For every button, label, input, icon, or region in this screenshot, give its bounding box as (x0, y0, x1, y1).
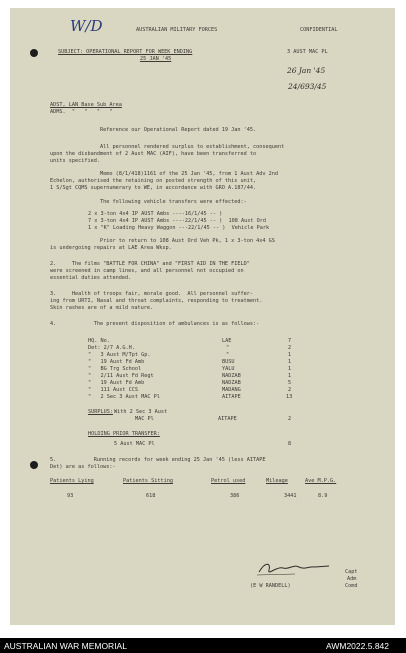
list-item-count: 13 (286, 394, 293, 400)
paragraph-line: 3. Health of troops fair, morale good. All personnel suffer- (50, 291, 254, 297)
table-header: Petrol used (211, 478, 246, 484)
paragraph-line: Echelon, authorised the retaining on posted strength of this unit, (50, 178, 257, 184)
handwritten-signature (255, 558, 335, 578)
list-item-unit: " 19 Aust Fd Amb (88, 380, 145, 386)
surplus-place: AITAPE (218, 416, 237, 422)
archive-footer (0, 638, 406, 653)
list-item-place: YALU (222, 366, 235, 372)
reference-paragraph: Reference our Operational Report dated 19 Jan '45. (100, 127, 257, 133)
paragraph-line: Det) are as follows:- (50, 464, 116, 470)
paragraph-line: 1 S/Sgt CQMS supernumerary to WE, in accordance with GRO A.187/44. (50, 185, 257, 191)
paragraph-line: 4. The present disposition of ambulances is as follows:- (50, 321, 260, 327)
paragraph-line: Prior to return to 108 Aust Ord Veh Pk, 1 x 3-ton 4x4 GS (100, 238, 275, 244)
paragraph-line: 5. Running records for week ending 25 Jan '45 (less AITAPE (50, 457, 266, 463)
vehicle-transfer-line: 2 x 3-ton 4x4 IP AUST Ambs ----16/1/45 -- ) (88, 211, 223, 217)
list-item-unit: " 3 Aust M/Tpt Gp. (88, 352, 151, 358)
table-cell: 3441 (284, 493, 297, 499)
list-item-count: 2 (288, 387, 292, 393)
paragraph-line: were screened in camp lines, and all personnel not occupied on (50, 268, 244, 274)
paragraph-line: All personnel rendered surplus to establishment, consequent (100, 144, 285, 150)
paragraph-line: ing from URTI, Nasal and throat complaints, responding to treatment. (50, 298, 263, 304)
list-item-unit: " 111 Aust CCS (88, 387, 138, 393)
list-item-place: " (226, 345, 230, 351)
list-item-count: 1 (288, 366, 292, 372)
report-subject-date: 25 JAN '45 (140, 56, 172, 62)
vehicle-intro: The following vehicle transfers were effected:- (100, 199, 247, 205)
classification-header: AUSTRALIAN MILITARY FORCES (136, 27, 218, 33)
list-item-place: BUSU (222, 359, 235, 365)
list-item-count: 1 (288, 352, 292, 358)
surplus-heading: SURPLUS: (88, 409, 113, 415)
archive-reference: AWM2022.5.842 (326, 641, 389, 651)
list-item-unit: Det: 2/7 A.G.H. (88, 345, 135, 351)
list-item-place: NADZAB (222, 380, 241, 386)
vehicle-transfer-line: 7 x 3-ton 4x4 IP AUST Ambs ----22/1/45 -- ) 108 Aust Ord (88, 218, 267, 224)
handwritten-date: 26 Jan '45 (287, 66, 326, 75)
addressee-line: ADMS. " " " " (50, 109, 113, 115)
holding-heading: HOLDING PRIOR TRANSFER: (88, 431, 160, 437)
handwritten-file-number: 24/693/45 (288, 82, 327, 91)
holding-unit: 5 Aust MAC Pl (114, 441, 155, 447)
list-item-count: 1 (288, 359, 292, 365)
list-item-place: NADZAB (222, 373, 241, 379)
punch-hole (30, 461, 38, 469)
table-cell: 8.9 (318, 493, 328, 499)
punch-hole (30, 49, 38, 57)
list-item-count: 1 (288, 373, 292, 379)
signatory-role: Adm (347, 576, 357, 582)
table-header: Patients Lying (50, 478, 94, 484)
table-cell: 618 (146, 493, 156, 499)
list-item-unit: " 19 Aust Fd Amb (88, 359, 145, 365)
paragraph-line: units specified. (50, 158, 100, 164)
list-item-count: 7 (288, 338, 292, 344)
list-item-unit: HQ. No. (88, 338, 110, 344)
surplus-unit: With 2 Sec 3 Aust (114, 409, 168, 415)
table-header: Ave M.P.G. (305, 478, 337, 484)
paragraph-line: 2. The films "BATTLE FOR CHINA" and "FIRST AID IN THE FIELD" (50, 261, 250, 267)
unit-designation: 3 AUST MAC PL (287, 49, 328, 55)
table-header: Patients Sitting (123, 478, 173, 484)
vehicle-transfer-line: 1 x "K" Loading Heavy Waggon ---22/1/45 -- ) Vehicle Park (88, 225, 270, 231)
document-page (10, 8, 395, 625)
table-cell: 386 (230, 493, 240, 499)
paragraph-line: essential duties attended. (50, 275, 132, 281)
list-item-place: AITAPE (222, 394, 241, 400)
list-item-place: LAE (222, 338, 232, 344)
addressee-line: ADST, LAN Base Sub Area (50, 102, 122, 108)
list-item-unit: " BG Trg School (88, 366, 142, 372)
list-item-count: 2 (288, 345, 292, 351)
table-header: Mileage (266, 478, 288, 484)
confidential-stamp: CONFIDENTIAL (300, 27, 338, 33)
list-item-unit: " 2 Sec 3 Aust MAC Pl (88, 394, 160, 400)
table-cell: 93 (67, 493, 74, 499)
list-item-place: MADANG (222, 387, 241, 393)
paragraph-line: Skin rashes are of a mild nature. (50, 305, 154, 311)
signatory-rank: Capt (345, 569, 358, 575)
list-item-unit: " 2/11 Aust Fd Regt (88, 373, 154, 379)
paragraph-line: upon the disbandment of 2 Aust MAC (AIF), have been transferred to (50, 151, 257, 157)
report-subject: SUBJECT: OPERATIONAL REPORT FOR WEEK ENDING (58, 49, 193, 55)
surplus-unit: MAC Pl (135, 416, 154, 422)
handwritten-wd-mark: W/D (70, 17, 103, 35)
list-item-place: " (226, 352, 230, 358)
surplus-count: 2 (288, 416, 292, 422)
paragraph-line: Memo (8/1/418)1161 of the 25 Jan '45, from 1 Aust Adv 2nd (100, 171, 279, 177)
signatory-name: (E W RANDELL) (250, 583, 291, 589)
holding-count: 8 (288, 441, 292, 447)
archive-name: AUSTRALIAN WAR MEMORIAL (4, 641, 127, 651)
list-item-count: 5 (288, 380, 292, 386)
paragraph-line: is undergoing repairs at LAE Area Wksp. (50, 245, 172, 251)
signatory-role: Comd (345, 583, 358, 589)
